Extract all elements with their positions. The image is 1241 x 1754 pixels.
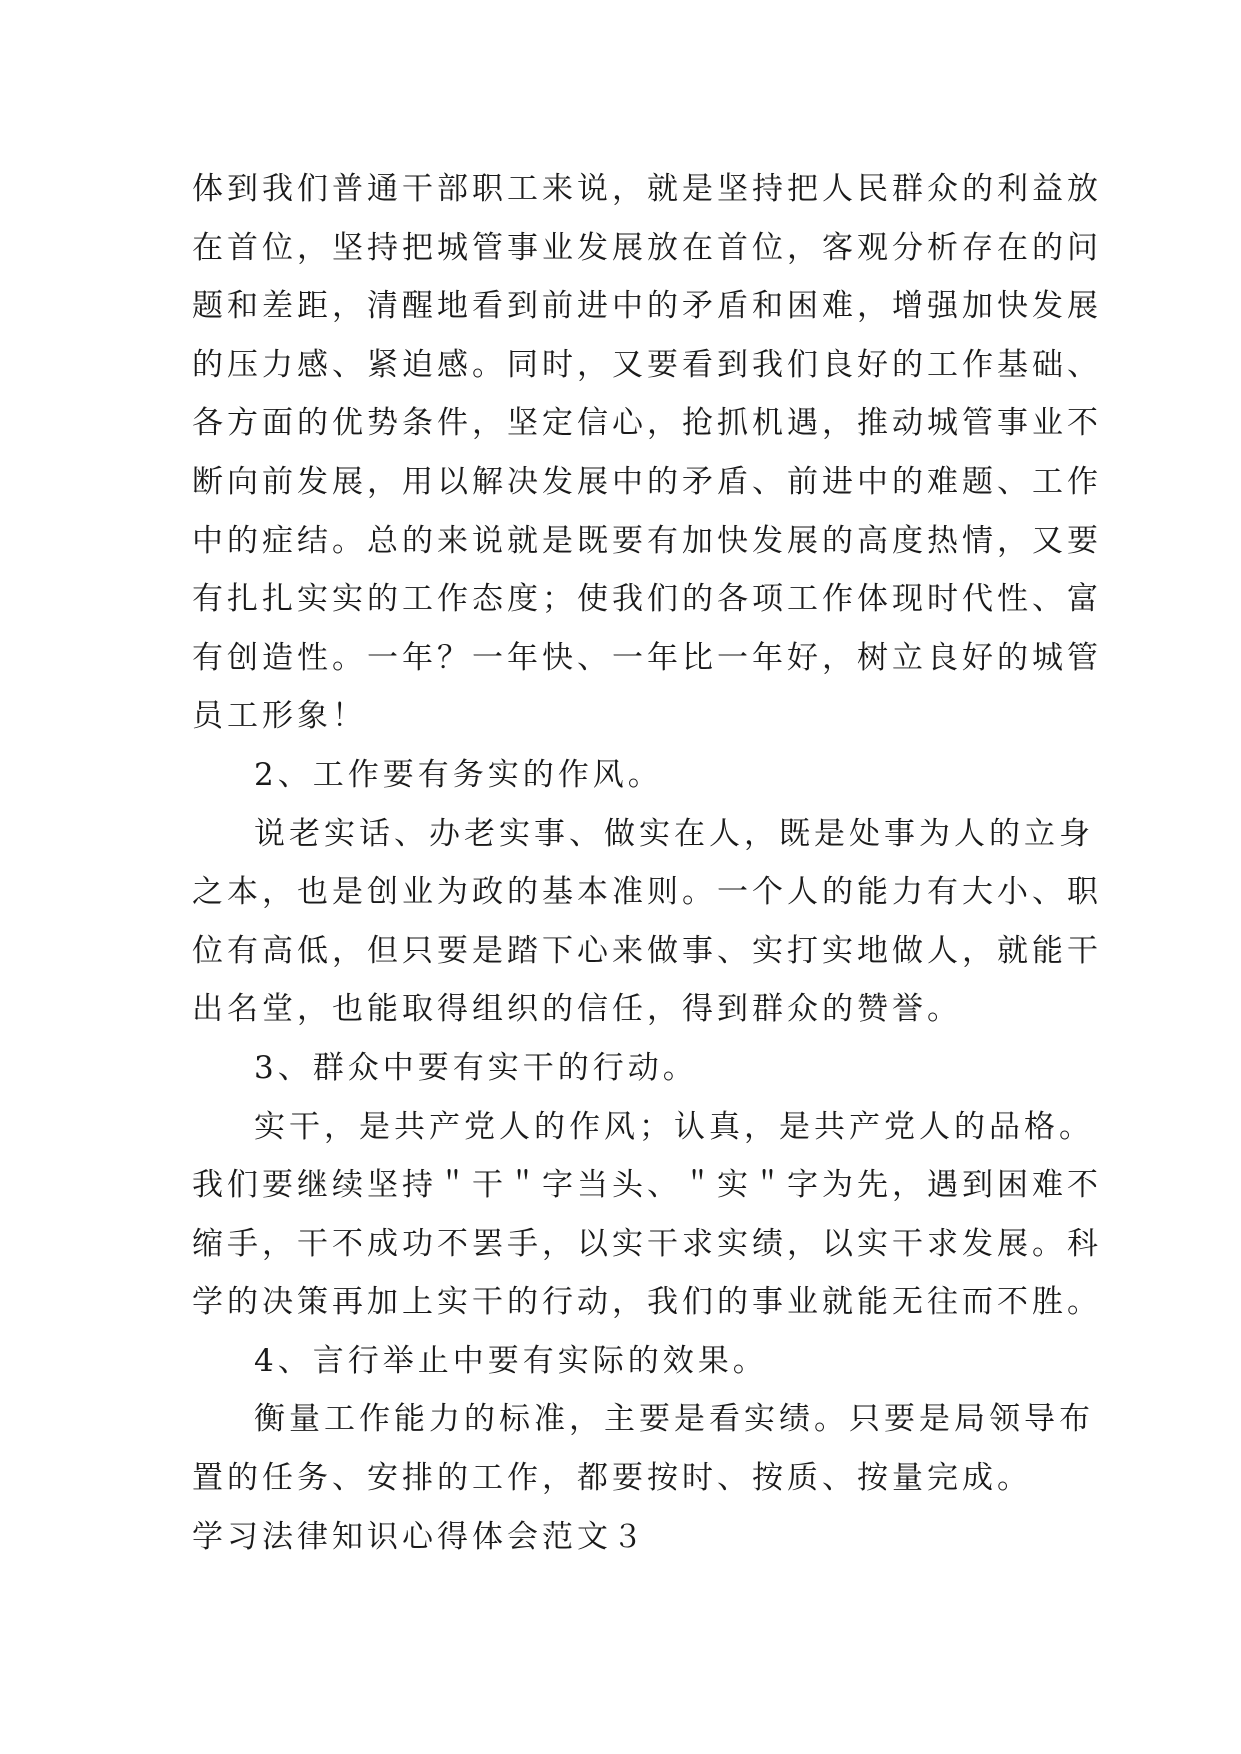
- text-line: 位有高低，但只要是踏下心来做事、实打实地做人，就能干: [192, 932, 1102, 969]
- document-body: [192, 160, 1102, 1566]
- paragraph-4: [192, 1390, 1094, 1507]
- paragraph-2: [192, 805, 1102, 1039]
- text-line: 说老实话、办老实事、做实在人，既是处事为人的立身: [254, 815, 1094, 852]
- text-line: 有创造性。一年？一年快、一年比一年好，树立良好的城管: [192, 639, 1102, 676]
- text-line: 断向前发展，用以解决发展中的矛盾、前进中的难题、工作: [192, 463, 1102, 500]
- text-line: 学的决策再加上实干的行动，我们的事业就能无往而不胜。: [192, 1284, 1102, 1321]
- text-line: 员工形象！: [192, 698, 367, 735]
- text-line: 出名堂，也能取得组织的信任，得到群众的赞誉。: [192, 991, 962, 1028]
- item-4-heading: 4、言行举止中要有实际的效果。: [254, 1342, 768, 1379]
- text-line: 我们要继续坚持＂干＂字当头、＂实＂字为先，遇到困难不: [192, 1167, 1102, 1204]
- item-2-heading: 2、工作要有务实的作风。: [254, 756, 663, 793]
- paragraph-1: [192, 160, 1102, 746]
- text-line: 实干，是共产党人的作风；认真，是共产党人的品格。: [254, 1108, 1094, 1145]
- text-line: 有扎扎实实的工作态度；使我们的各项工作体现时代性、富: [192, 581, 1102, 618]
- text-line: 置的任务、安排的工作，都要按时、按质、按量完成。: [192, 1460, 1032, 1497]
- text-line: 的压力感、紧迫感。同时，又要看到我们良好的工作基础、: [192, 346, 1102, 383]
- item-3-heading: 3、群众中要有实干的行动。: [254, 1049, 698, 1086]
- text-line: 中的症结。总的来说就是既要有加快发展的高度热情，又要: [192, 522, 1102, 559]
- text-line: 在首位，坚持把城管事业发展放在首位，客观分析存在的问: [192, 229, 1102, 266]
- text-line: 体到我们普通干部职工来说，就是坚持把人民群众的利益放: [192, 171, 1102, 207]
- text-line: 衡量工作能力的标准，主要是看实绩。只要是局领导布: [254, 1401, 1094, 1438]
- text-line: 缩手，干不成功不罢手，以实干求实绩，以实干求发展。科: [192, 1225, 1102, 1262]
- text-line: 之本，也是创业为政的基本准则。一个人的能力有大小、职: [192, 874, 1102, 911]
- text-line: 题和差距，清醒地看到前进中的矛盾和困难，增强加快发展: [192, 288, 1102, 325]
- text-line: 各方面的优势条件，坚定信心，抢抓机遇，推动城管事业不: [192, 405, 1102, 442]
- paragraph-3: [192, 1098, 1102, 1332]
- section-title: 学习法律知识心得体会范文３: [192, 1518, 647, 1555]
